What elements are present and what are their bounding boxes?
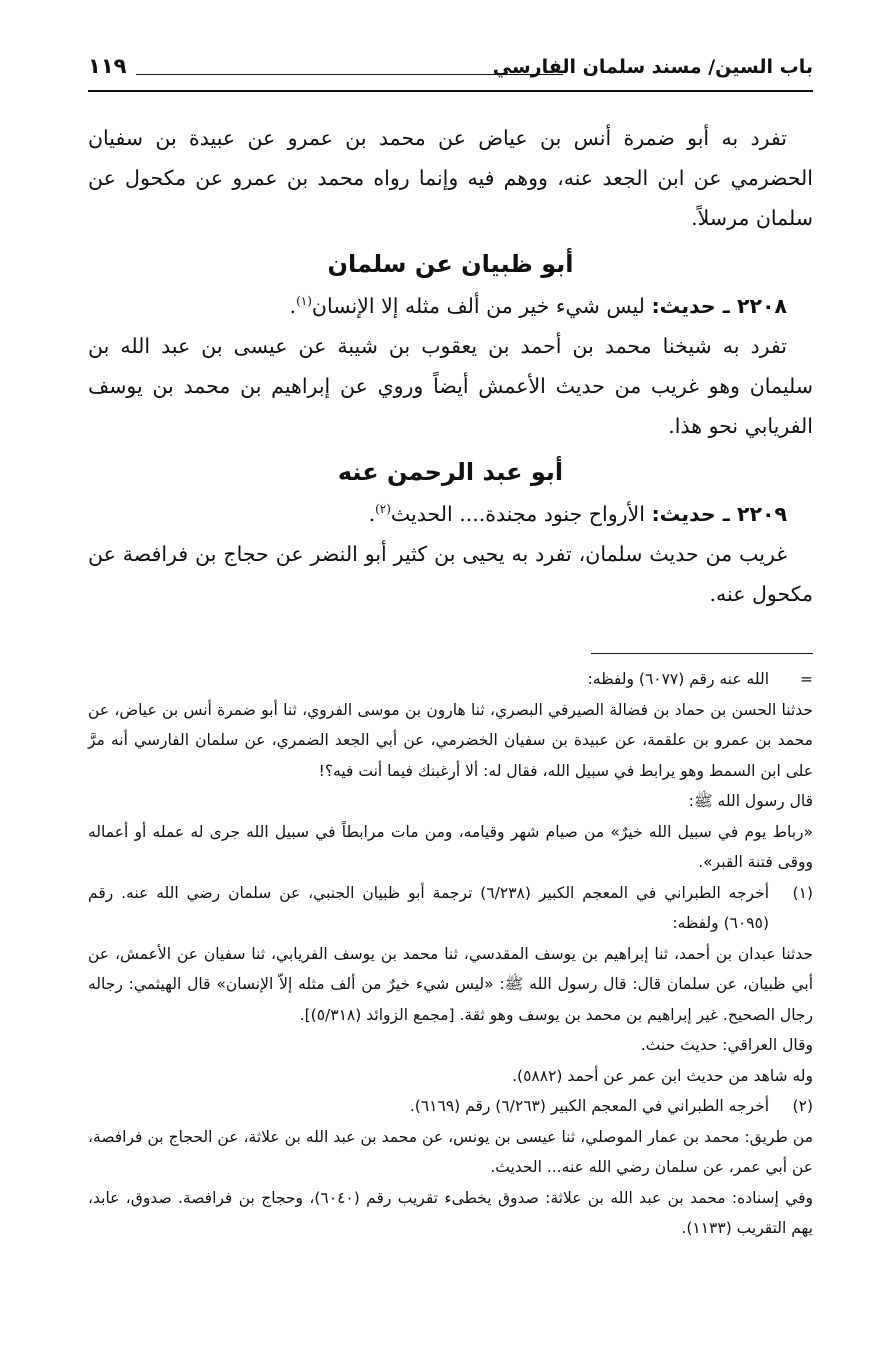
footnote-ref: (١)	[296, 294, 312, 309]
main-text	[88, 118, 813, 614]
footnote-paragraph: وفي إسناده: محمد بن عبد الله بن علاثة: صدوق يخطىء تقريب رقم (٦٠٤٠)، وحجاج بن فرافصة. صدوق، عابد، يهم التقريب (١١٣٣).	[88, 1188, 813, 1237]
page-number: ١١٩	[88, 54, 127, 78]
footnote-1	[88, 878, 813, 939]
chapter-title: باب السين/ مسند سلمان الفارسي	[492, 56, 813, 78]
footnote-text: أخرجه الطبراني في المعجم الكبير (٦/٢٣٨) ترجمة أبو ظبيان الجنبي، عن سلمان رضي الله عنه. رقم (٦٠٩٥) ولفظه:	[88, 883, 769, 932]
hadith-entry	[88, 286, 813, 326]
continuation-mark: =	[800, 670, 813, 688]
hadith-end: .	[289, 294, 297, 318]
footnote-text: الله عنه رقم (٦٠٧٧) ولفظه:	[587, 670, 769, 688]
footnote-paragraph: وله شاهد من حديث ابن عمر عن أحمد (٥٨٨٢).	[512, 1066, 813, 1085]
section-heading: أبو عبد الرحمن عنه	[337, 458, 564, 486]
footnote-paragraph: من طريق: محمد بن عمار الموصلي، ثنا عيسى بن يونس، عن محمد بن عبد الله بن علاثة، عن الحجاج بن فرافصة، عن أبي عمر، عن سلمان رضي الله عنه... الحديث.	[88, 1127, 813, 1176]
footnote-paragraph: «رباط يوم في سبيل الله خيرٌ» من صيام شهر وقيامه، ومن مات مرابطاً في سبيل الله جرى له عمله أو أعماله ووقى فتنة القبر».	[88, 822, 813, 871]
hadith-number: ٢٢٠٩ ـ حديث:	[651, 502, 787, 526]
hadith-text: ليس شيء خير من ألف مثله إلا الإنسان	[311, 294, 645, 318]
header-leader-line	[136, 74, 563, 75]
paragraph: غريب من حديث سلمان، تفرد به يحيى بن كثير أبو النضر عن حجاج بن فرافصة عن مكحول عنه.	[88, 542, 813, 606]
footnote-paragraph: وقال العراقي: حديث حنث.	[640, 1036, 813, 1054]
footnote-2	[88, 1091, 813, 1122]
hadith-number: ٢٢٠٨ ـ حديث:	[651, 294, 787, 318]
footnote-ref: (٢)	[375, 502, 391, 517]
hadith-end: .	[368, 502, 376, 526]
footnote-paragraph: قال رسول الله ﷺ:	[688, 792, 813, 810]
footnote-paragraph: حدثنا عبدان بن أحمد، ثنا إبراهيم بن يوسف المقدسي، ثنا محمد بن يوسف الفريابي، ثنا سفيان عن الأعمش، عن أبي ظبيان، عن سلمان قال: قال رسول الله ﷺ: «ليس شيء خيرٌ من ألف مثله إلاّ الإنسان» قال الهيثمي: رجاله رجال الصحيح. غير إبراهيم بن محمد بن يوسف وهو ثقة. [مجمع الزوائد (٥/٣١٨)].	[88, 944, 813, 1024]
section-heading: أبو ظبيان عن سلمان	[327, 250, 574, 278]
paragraph: تفرد به شيخنا محمد بن أحمد بن يعقوب بن شيبة عن عيسى بن عبد الله بن سليمان وهو غريب من حديث الأعمش أيضاً وروي عن إبراهيم بن محمد بن يوسف الفريابي نحو هذا.	[88, 334, 813, 438]
footnote-separator	[591, 653, 813, 654]
hadith-text: الأرواح جنود مجندة.... الحديث	[390, 502, 645, 526]
footnote-continuation	[88, 664, 813, 695]
footnotes	[88, 664, 813, 1244]
hadith-entry	[88, 494, 813, 534]
paragraph: تفرد به أبو ضمرة أنس بن عياض عن محمد بن عمرو عن عبيدة بن سفيان الحضرمي عن ابن الجعد عنه، ووهم فيه وإنما رواه محمد بن عمرو عن مكحول عن سلمان مرسلاً.	[88, 126, 813, 230]
page-header	[88, 52, 813, 92]
header-rule	[88, 90, 813, 92]
footnote-text: أخرجه الطبراني في المعجم الكبير (٦/٢٦٣) رقم (٦١٦٩).	[409, 1097, 769, 1115]
footnote-marker: (٢)	[792, 1097, 813, 1115]
footnote-marker: (١)	[792, 883, 813, 902]
footnote-paragraph: حدثنا الحسن بن حماد بن فضالة الصيرفي البصري، ثنا هارون بن موسى الفروي، ثنا أبو ضمرة أنس بن عياض، عن محمد بن عمرو بن علقمة، عن عبيدة بن سفيان الخضرمي، عن أبي الجعد الضمري، عن سلمان الفارسي أنه مرَّ على ابن السمط وهو يرابط في سبيل الله، فقال له: ألا أرغبنك فيما أنت فيه؟!	[88, 700, 813, 780]
